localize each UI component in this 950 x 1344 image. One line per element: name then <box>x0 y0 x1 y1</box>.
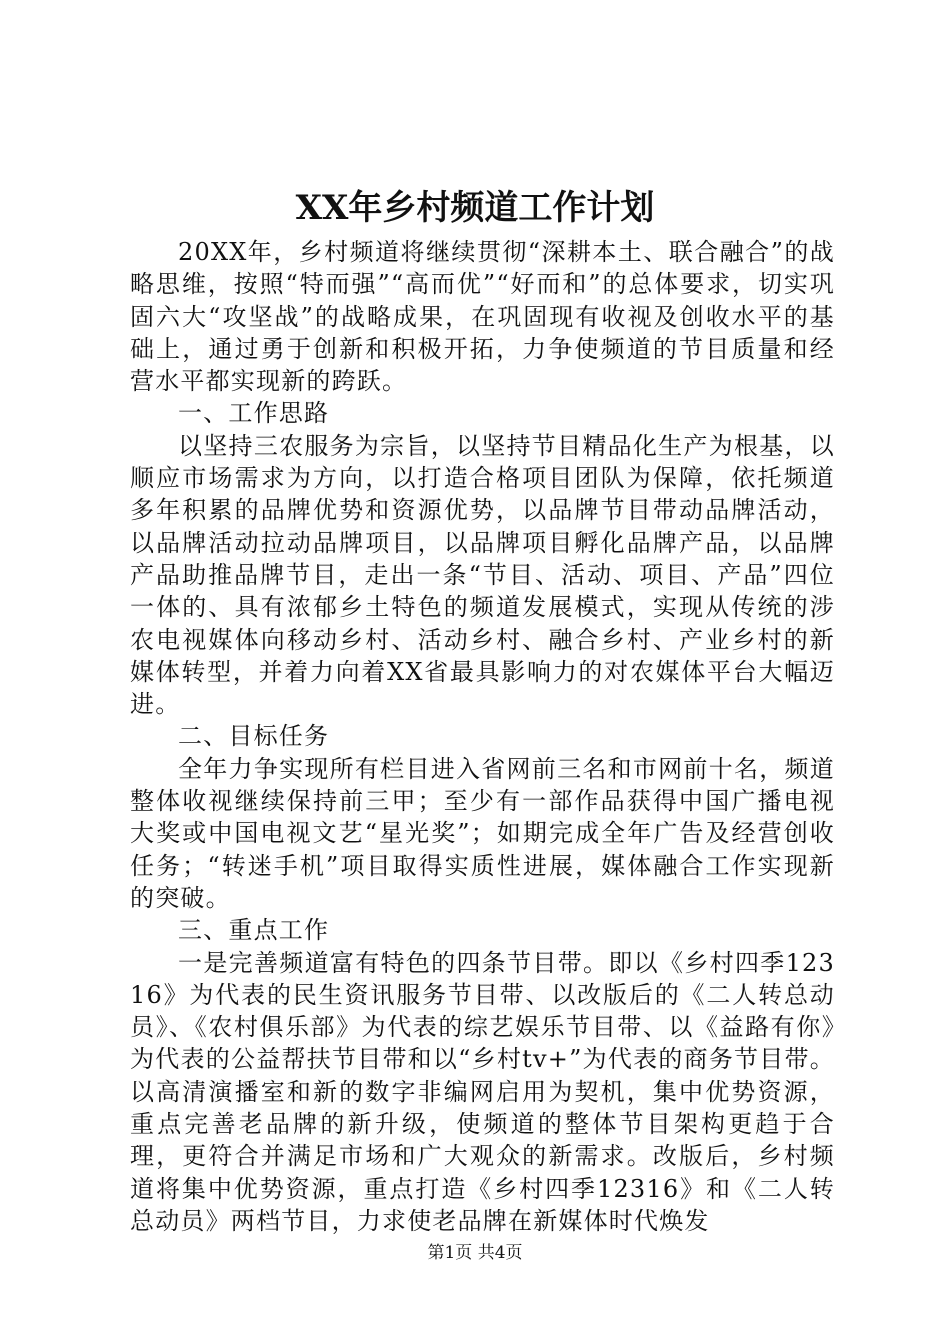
section-paragraph-work-ideas: 以坚持三农服务为宗旨，以坚持节目精品化生产为根基，以顺应市场需求为方向，以打造合格项目团队为保障，依托频道多年积累的品牌优势和资源优势，以品牌节目带动品牌活动，以品牌活动拉动品牌项目，以品牌项目孵化品牌产品，以品牌产品助推品牌节目，走出一条“节目、活动、项目、产品”四位一体的、具有浓郁乡土特色的频道发展模式，实现从传统的涉农电视媒体向移动乡村、活动乡村、融合乡村、产业乡村的新媒体转型，并着力向着XX省最具影响力的对农媒体平台大幅迈进。 <box>130 431 835 719</box>
section-paragraph-goals: 全年力争实现所有栏目进入省网前三名和市网前十名，频道整体收视继续保持前三甲；至少有一部作品获得中国广播电视大奖或中国电视文艺“星光奖”；如期完成全年广告及经营创收任务；“转迷手机”项目取得实质性进展，媒体融合工作实现新的突破。 <box>130 754 835 912</box>
section-heading-key-work: 三、重点工作 <box>178 916 330 945</box>
intro-paragraph: 20XX年，乡村频道将继续贯彻“深耕本土、联合融合”的战略思维，按照“特而强”“高而优”“好而和”的总体要求，切实巩固六大“攻坚战”的战略成果，在巩固现有收视及创收水平的基础上，通过勇于创新和积极开拓，力争使频道的节目质量和经营水平都实现新的跨跃。 <box>130 238 835 396</box>
document-body <box>130 236 835 1237</box>
page-indicator: 第1页 共4页 <box>427 1243 523 1263</box>
section-paragraph-key-work: 一是完善频道富有特色的四条节目带。即以《乡村四季12316》为代表的民生资讯服务节目带、以改版后的《二人转总动员》、《农村俱乐部》为代表的综艺娱乐节目带、以《益路有你》为代表的公益帮扶节目带和以“乡村tv+”为代表的商务节目带。以高清演播室和新的数字非编网启用为契机，集中优势资源，重点完善老品牌的新升级，使频道的整体节目架构更趋于合理，更符合并满足市场和广大观众的新需求。改版后，乡村频道将集中优势资源，重点打造《乡村四季12316》和《二人转总动员》两档节目，力求使老品牌在新媒体时代焕发 <box>130 948 835 1235</box>
section-heading-work-ideas: 一、工作思路 <box>178 399 330 428</box>
section-heading-goals: 二、目标任务 <box>178 722 330 751</box>
document-title: XX年乡村频道工作计划 <box>295 188 655 228</box>
